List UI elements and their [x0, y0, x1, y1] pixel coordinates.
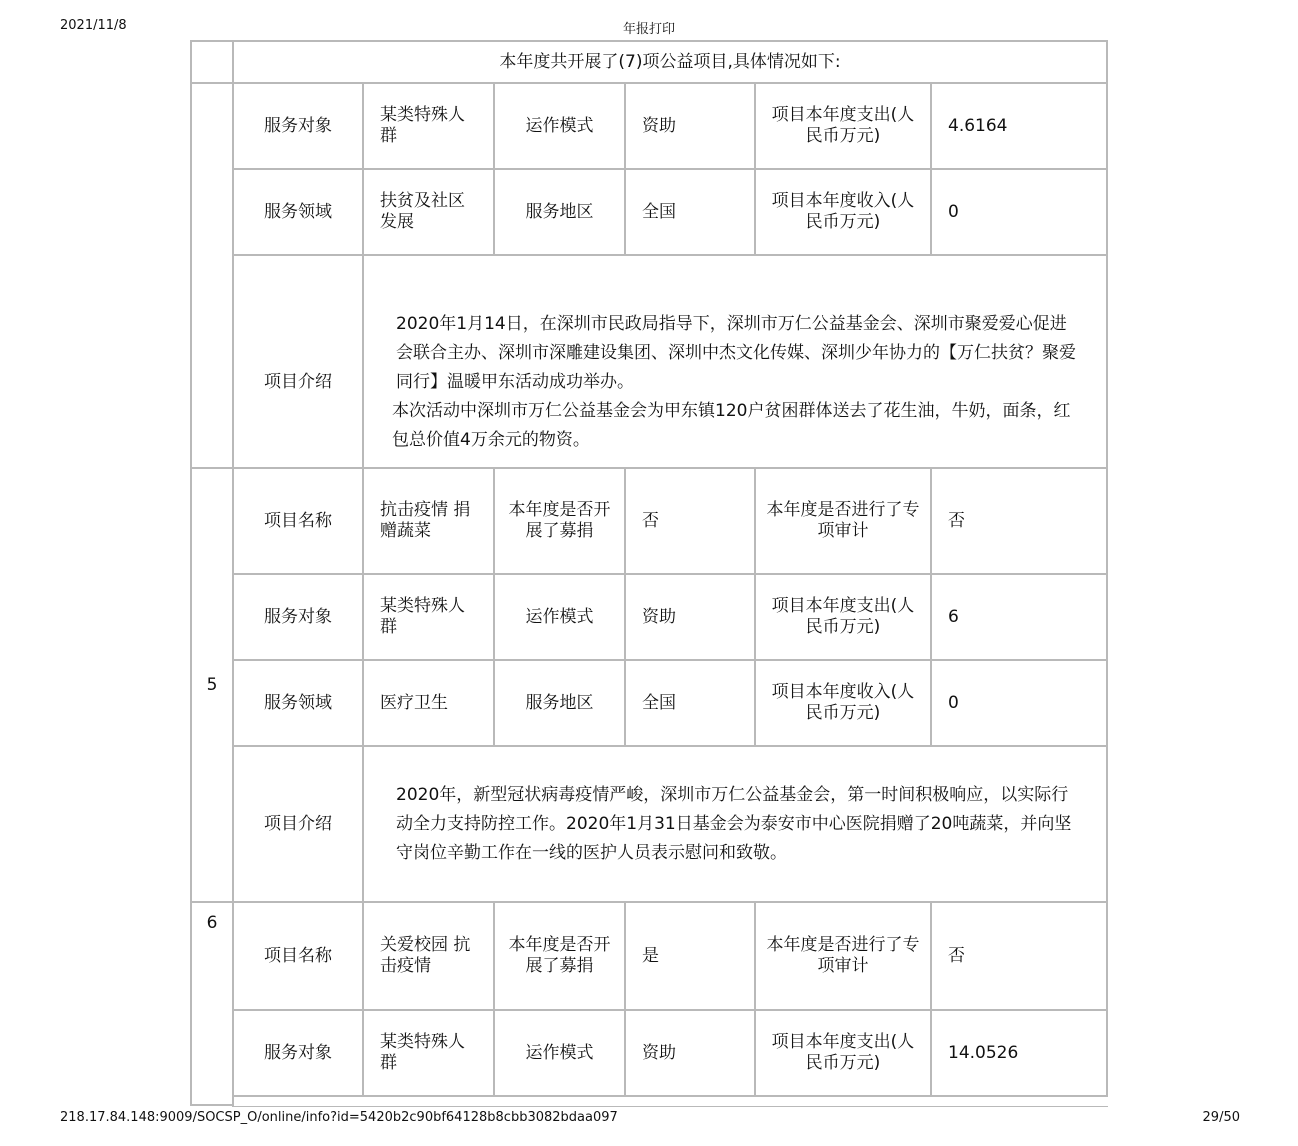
value-operation-mode-4: 资助 [624, 82, 756, 170]
label-audit-5: 本年度是否进行了专项审计 [754, 467, 932, 575]
value-fundraising-5: 否 [624, 467, 756, 575]
label-service-area-4: 服务地区 [493, 168, 626, 256]
index-cell-top [190, 40, 234, 84]
table-bottom-border [232, 1106, 1108, 1107]
value-audit-6: 否 [930, 901, 1108, 1011]
value-service-area-5: 全国 [624, 659, 756, 747]
print-date: 2021/11/8 [60, 18, 127, 33]
intro-paragraph-1: 2020年1月14日，在深圳市民政局指导下，深圳市万仁公益基金会、深圳市聚爱爱心促进会联合主办、深圳市深雕建设集团、深圳中杰文化传媒、深圳少年协力的【万仁扶贫？聚爱同行】温暖甲东活动成功举办。 [396, 313, 1076, 392]
value-expense-6: 14.0526 [930, 1009, 1108, 1097]
index-cell-6 [190, 901, 234, 1106]
value-audit-5: 否 [930, 467, 1108, 575]
label-project-name-6: 项目名称 [232, 901, 364, 1011]
value-expense-5: 6 [930, 573, 1108, 661]
label-operation-mode-4: 运作模式 [493, 82, 626, 170]
label-expense-5: 项目本年度支出(人民币万元) [754, 573, 932, 661]
value-service-field-5: 医疗卫生 [362, 659, 495, 747]
value-service-target-6: 某类特殊人群 [362, 1009, 495, 1097]
value-fundraising-6: 是 [624, 901, 756, 1011]
value-service-area-4: 全国 [624, 168, 756, 256]
label-service-field-4: 服务领域 [232, 168, 364, 256]
value-operation-mode-6: 资助 [624, 1009, 756, 1097]
label-service-area-5: 服务地区 [493, 659, 626, 747]
label-expense-6: 项目本年度支出(人民币万元) [754, 1009, 932, 1097]
label-expense-4: 项目本年度支出(人民币万元) [754, 82, 932, 170]
label-income-4: 项目本年度收入(人民币万元) [754, 168, 932, 256]
index-cell-4 [190, 82, 234, 510]
label-fundraising-6: 本年度是否开展了募捐 [493, 901, 626, 1011]
project-table [190, 40, 1108, 1106]
label-service-target-5: 服务对象 [232, 573, 364, 661]
label-operation-mode-6: 运作模式 [493, 1009, 626, 1097]
intro-paragraph-5: 2020年，新型冠状病毒疫情严峻，深圳市万仁公益基金会，第一时间积极响应，以实际行动全力支持防控工作。2020年1月31日基金会为泰安市中心医院捐赠了20吨蔬菜，并向坚守岗位辛勤工作在一线的医护人员表示慰问和致敬。 [396, 784, 1072, 863]
page-url: 218.17.84.148:9009/SOCSP_O/online/info?id=5420b2c90bf64128b8cbb3082bdaa097 [60, 1110, 618, 1125]
label-service-field-5: 服务领域 [232, 659, 364, 747]
value-project-name-5: 抗击疫情 捐赠蔬菜 [362, 467, 495, 575]
label-fundraising-5: 本年度是否开展了募捐 [493, 467, 626, 575]
value-service-field-4: 扶贫及社区发展 [362, 168, 495, 256]
value-income-4: 0 [930, 168, 1108, 256]
label-income-5: 项目本年度收入(人民币万元) [754, 659, 932, 747]
index-cell-5: 5 [190, 467, 234, 903]
label-intro-4: 项目介绍 [232, 254, 364, 510]
intro-paragraph-2: 本次活动中深圳市万仁公益基金会为甲东镇120户贫困群体送去了花生油，牛奶，面条，红包总价值4万余元的物资。 [392, 400, 1071, 450]
label-service-target-6: 服务对象 [232, 1009, 364, 1097]
print-title: 年报打印 [622, 22, 675, 37]
label-intro-5: 项目介绍 [232, 745, 364, 903]
label-project-name-5: 项目名称 [232, 467, 364, 575]
value-operation-mode-5: 资助 [624, 573, 756, 661]
summary-cell: 本年度共开展了(7)项公益项目,具体情况如下: [232, 40, 1108, 84]
label-audit-6: 本年度是否进行了专项审计 [754, 901, 932, 1011]
value-project-name-6: 关爱校园 抗击疫情 [362, 901, 495, 1011]
index-number-6: 6 [206, 913, 218, 933]
value-intro-5 [362, 745, 1108, 903]
value-service-target-5: 某类特殊人群 [362, 573, 495, 661]
value-service-target-4: 某类特殊人群 [362, 82, 495, 170]
page-number: 29/50 [1202, 1110, 1240, 1125]
value-expense-4: 4.6164 [930, 82, 1108, 170]
label-service-target-4: 服务对象 [232, 82, 364, 170]
value-income-5: 0 [930, 659, 1108, 747]
label-operation-mode-5: 运作模式 [493, 573, 626, 661]
